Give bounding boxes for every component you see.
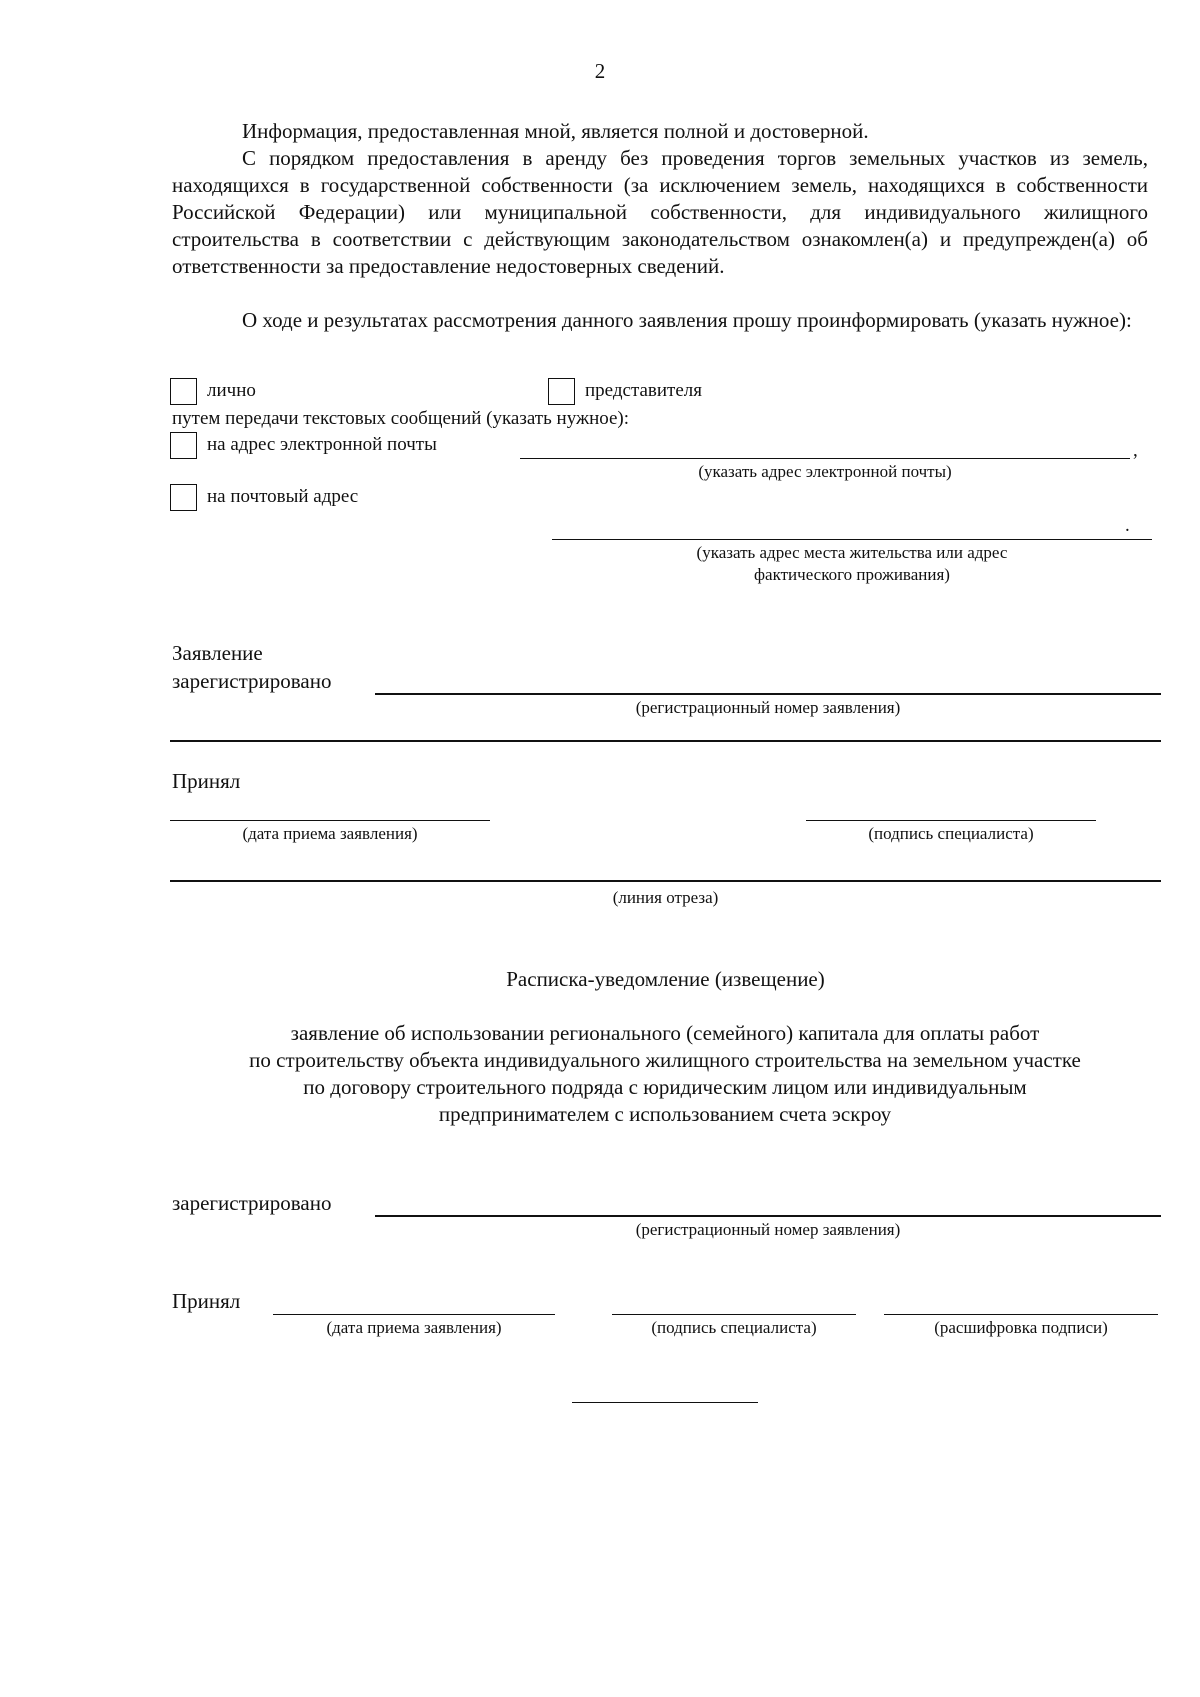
receipt-registration-line[interactable] xyxy=(375,1215,1161,1217)
accepted-date-line[interactable] xyxy=(170,820,490,821)
receipt-subtitle-2: по строительству объекта индивидуального жилищного строительства на земельном участке xyxy=(249,1048,1081,1072)
receipt-date-hint: (дата приема заявления) xyxy=(326,1318,502,1337)
email-input-line[interactable] xyxy=(520,458,1130,459)
receipt-date-line[interactable] xyxy=(273,1314,555,1315)
receipt-registered-label: зарегистрировано xyxy=(172,1191,332,1215)
postal-input-line[interactable] xyxy=(552,539,1152,540)
paragraph-3: О ходе и результатах рассмотрения данного заявления прошу проинформировать (указать нужное): xyxy=(242,308,1132,332)
receipt-subtitle-4: предпринимателем с использованием счета эскроу xyxy=(438,1102,892,1126)
email-comma: , xyxy=(1133,440,1138,461)
receipt-signature-hint: (подпись специалиста) xyxy=(651,1318,817,1337)
text-messages-label: путем передачи текстовых сообщений (указать нужное): xyxy=(172,408,630,429)
option-representative-label: представителя xyxy=(585,380,703,401)
accepted-date-hint: (дата приема заявления) xyxy=(242,824,418,843)
receipt-decode-hint: (расшифровка подписи) xyxy=(934,1318,1108,1337)
receipt-decode-line[interactable] xyxy=(884,1314,1158,1315)
accepted-signature-hint: (подпись специалиста) xyxy=(868,824,1034,843)
email-hint: (указать адрес электронной почты) xyxy=(698,462,952,481)
option-postal-label: на почтовый адрес xyxy=(207,486,359,507)
separator-line xyxy=(170,740,1161,742)
checkbox-postal[interactable] xyxy=(170,484,197,511)
cut-line-label: (линия отреза) xyxy=(612,888,719,907)
receipt-signature-line[interactable] xyxy=(612,1314,856,1315)
checkbox-email[interactable] xyxy=(170,432,197,459)
postal-hint-2: фактического проживания) xyxy=(754,565,950,584)
accepted-signature-line[interactable] xyxy=(806,820,1096,821)
checkbox-representative[interactable] xyxy=(548,378,575,405)
registration-number-line[interactable] xyxy=(375,693,1161,695)
option-personal-label: лично xyxy=(207,380,256,401)
paragraph-2: С порядком предоставления в аренду без проведения торгов земельных участков из земель, находящихся в государственной собственности (за исключением земель, находящихся в собственности Российской Федерации) или муниципальной собственности, для индивидуального жилищного строительства в соответствии с действующим законодательством ознакомлен(а) и предупрежден(а) об ответственности за предоставление недостоверных сведений. xyxy=(172,146,1148,278)
closing-line xyxy=(572,1402,758,1403)
postal-hint-1: (указать адрес места жительства или адрес xyxy=(696,543,1008,562)
option-email-label: на адрес электронной почты xyxy=(207,434,437,455)
receipt-subtitle-3: по договору строительного подряда с юридическим лицом или индивидуальным xyxy=(303,1075,1027,1099)
registration-hint: (регистрационный номер заявления) xyxy=(635,698,901,717)
checkbox-personal[interactable] xyxy=(170,378,197,405)
receipt-registered-hint: (регистрационный номер заявления) xyxy=(635,1220,901,1239)
page-number: 2 xyxy=(594,59,606,83)
accepted-label: Принял xyxy=(172,769,241,793)
receipt-accepted-label: Принял xyxy=(172,1289,241,1313)
registration-label-2: зарегистрировано xyxy=(172,669,332,693)
cut-line xyxy=(170,880,1161,882)
paragraph-1: Информация, предоставленная мной, является полной и достоверной. xyxy=(242,119,869,143)
postal-dot: . xyxy=(1125,515,1130,536)
receipt-subtitle-1: заявление об использовании регионального (семейного) капитала для оплаты работ xyxy=(290,1021,1040,1045)
registration-label-1: Заявление xyxy=(172,641,263,665)
receipt-title: Расписка-уведомление (извещение) xyxy=(506,967,825,991)
